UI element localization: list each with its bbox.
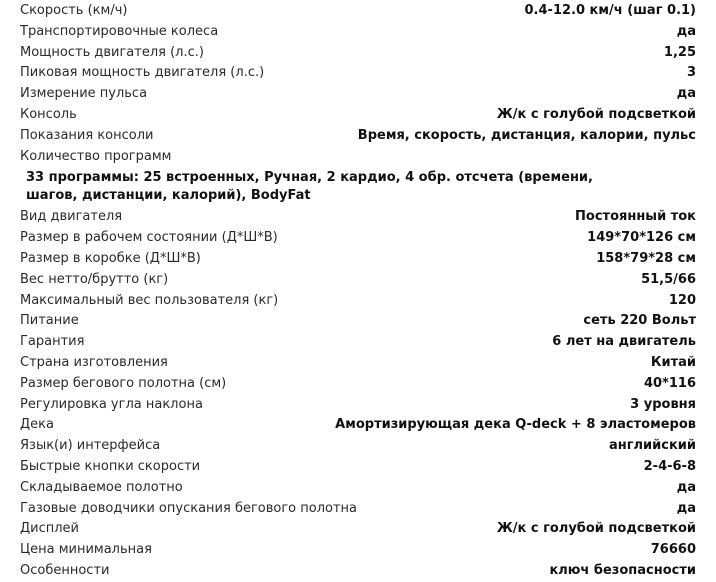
- spec-label: Регулировка угла наклона: [20, 396, 203, 412]
- spec-row: [0, 63, 716, 84]
- spec-row: [0, 22, 716, 43]
- spec-label: Питание: [20, 313, 79, 329]
- spec-value: да: [676, 500, 696, 516]
- spec-row: [0, 332, 716, 353]
- spec-label: Цена минимальная: [20, 542, 152, 558]
- spec-row: [0, 499, 716, 520]
- spec-value: Постоянный ток: [575, 209, 696, 225]
- spec-value: 76660: [650, 542, 696, 558]
- spec-value: да: [676, 479, 696, 495]
- spec-row: [0, 207, 716, 228]
- spec-row: [0, 43, 716, 64]
- spec-value: да: [676, 86, 696, 102]
- spec-value: 6 лет на двигатель: [552, 334, 696, 350]
- spec-value: Ж/к с голубой подсветкой: [496, 106, 696, 122]
- spec-label: Страна изготовления: [20, 354, 168, 370]
- spec-value: 40*116: [643, 375, 696, 391]
- spec-label: Показания консоли: [20, 127, 154, 143]
- spec-label: Язык(и) интерфейса: [20, 438, 161, 454]
- spec-label: Максимальный вес пользователя (кг): [20, 292, 279, 308]
- spec-row: [0, 291, 716, 312]
- spec-row: [0, 478, 716, 499]
- spec-value: английский: [608, 438, 696, 454]
- spec-row: [0, 126, 716, 147]
- spec-row: [0, 561, 716, 582]
- spec-label: Мощность двигателя (л.с.): [20, 44, 204, 60]
- spec-rows-top: [0, 1, 716, 167]
- programs-value: 33 программы: 25 встроенных, Ручная, 2 кардио, 4 обр. отсчета (времени, шагов, дистанции, калорий), BodyFat: [26, 170, 593, 204]
- spec-label: Быстрые кнопки скорости: [20, 458, 201, 474]
- spec-value: 120: [668, 292, 696, 308]
- spec-label: Транспортировочные колеса: [20, 23, 219, 39]
- spec-value: 149*70*126 см: [587, 230, 696, 246]
- spec-row: [0, 415, 716, 436]
- spec-label: Скорость (км/ч): [20, 3, 128, 18]
- spec-label: Газовые доводчики опускания бегового полотна: [20, 500, 358, 516]
- spec-label: Складываемое полотно: [20, 479, 183, 495]
- spec-label: Размер в коробке (Д*Ш*В): [20, 250, 201, 266]
- spec-row: [0, 540, 716, 561]
- spec-label: Консоль: [20, 106, 77, 122]
- spec-value: 51,5/66: [641, 271, 696, 287]
- spec-label: Дека: [20, 417, 54, 433]
- spec-row: [0, 395, 716, 416]
- spec-label: Гарантия: [20, 334, 85, 350]
- spec-label: Количество программ: [20, 148, 172, 164]
- spec-label: Дисплей: [20, 521, 80, 537]
- spec-label: Особенности: [20, 562, 110, 578]
- spec-value: Время, скорость, дистанция, калории, пульс: [357, 127, 696, 143]
- spec-label: Измерение пульса: [20, 86, 148, 102]
- spec-label: Вес нетто/брутто (кг): [20, 271, 169, 287]
- spec-row: [0, 457, 716, 478]
- spec-value: Амортизирующая дека Q-deck + 8 эластомеров: [335, 417, 696, 433]
- spec-value: Китай: [650, 354, 696, 370]
- spec-row: [0, 353, 716, 374]
- spec-label: Пиковая мощность двигателя (л.с.): [20, 65, 265, 81]
- spec-value: 3: [686, 65, 696, 81]
- spec-label: Размер бегового полотна (см): [20, 375, 227, 391]
- spec-row: [0, 519, 716, 540]
- spec-value: 2-4-6-8: [643, 458, 696, 474]
- spec-value: 1,25: [663, 44, 696, 60]
- spec-value: ключ безопасности: [549, 562, 696, 578]
- spec-value: сеть 220 Вольт: [583, 313, 696, 329]
- spec-rows-bottom: [0, 207, 716, 581]
- spec-label: Размер в рабочем состоянии (Д*Ш*В): [20, 230, 278, 246]
- spec-row: [0, 147, 716, 168]
- spec-value: да: [676, 23, 696, 39]
- spec-row: [0, 249, 716, 270]
- spec-row: [0, 105, 716, 126]
- spec-row: [0, 374, 716, 395]
- spec-row: [0, 436, 716, 457]
- spec-row: [0, 270, 716, 291]
- spec-value: Ж/к с голубой подсветкой: [496, 521, 696, 537]
- spec-row: [0, 311, 716, 332]
- spec-value: 158*79*28 см: [596, 250, 696, 266]
- spec-label: Вид двигателя: [20, 209, 123, 225]
- spec-row: [0, 1, 716, 22]
- spec-row: [0, 84, 716, 105]
- spec-value: 0.4-12.0 км/ч (шаг 0.1): [524, 3, 696, 18]
- spec-value: 3 уровня: [630, 396, 696, 412]
- spec-row: [0, 228, 716, 249]
